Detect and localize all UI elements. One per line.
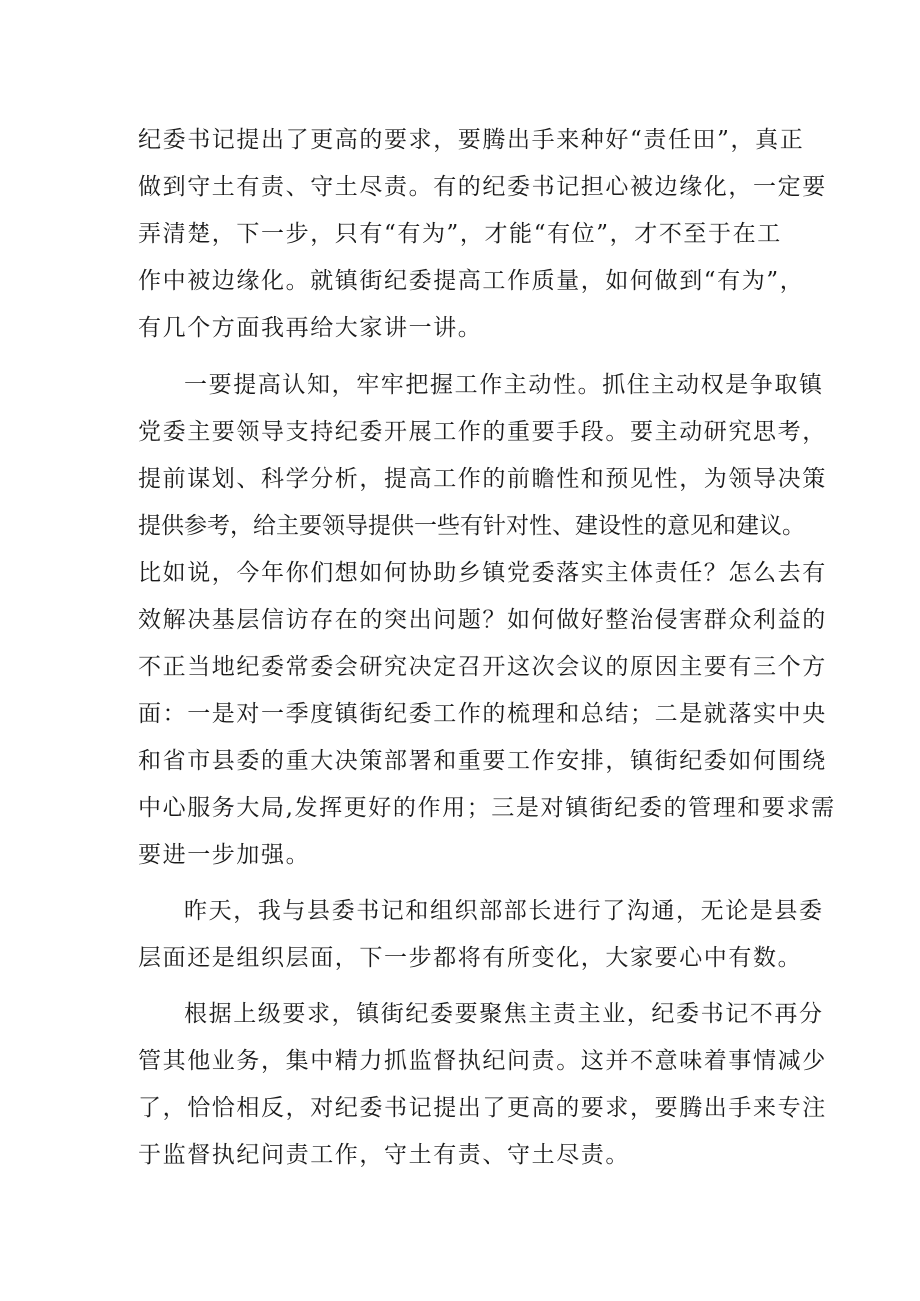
text-line: 提前谋划、科学分析，提高工作的前瞻性和预见性，为领导决策 (138, 466, 827, 492)
text-line: 面：一是对一季度镇街纪委工作的梳理和总结；二是就落实中央 (138, 701, 827, 727)
text-line: 中心服务大局,发挥更好的作用；三是对镇街纪委的管理和要求需 (138, 795, 836, 821)
text-line: 了，恰恰相反，对纪委书记提出了更高的要求，要腾出手来专注 (138, 1095, 827, 1121)
text-line: 管其他业务，集中精力抓监督执纪问责。这并不意味着事情减少 (138, 1048, 827, 1074)
text-line: 层面还是组织层面，下一步都将有所变化，大家要心中有数。 (138, 945, 803, 971)
text-line: 一要提高认知，牢牢把握工作主动性。抓住主动权是争取镇 (184, 372, 824, 398)
text-line: 党委主要领导支持纪委开展工作的重要手段。要主动研究思考， (138, 419, 827, 445)
text-line: 有几个方面我再给大家讲一讲。 (138, 315, 483, 341)
text-line: 根据上级要求，镇街纪委要聚焦主责主业，纪委书记不再分 (184, 1001, 824, 1027)
text-line: 效解决基层信访存在的突出问题？如何做好整治侵害群众利益的 (138, 607, 827, 633)
text-line: 做到守土有责、守土尽责。有的纪委书记担心被边缘化，一定要 (138, 174, 827, 200)
text-line: 弄清楚，下一步，只有“有为”，才能“有位”，才不至于在工 (138, 221, 782, 247)
text-line: 提供参考，给主要领导提供一些有针对性、建设性的意见和建议。 (138, 513, 805, 539)
text-line: 作中被边缘化。就镇街纪委提高工作质量，如何做到“有为”， (138, 268, 805, 294)
text-line: 于监督执纪问责工作，守土有责、守土尽责。 (138, 1142, 630, 1168)
text-line: 纪委书记提出了更高的要求，要腾出手来种好“责任田”，真正 (138, 127, 805, 153)
text-line: 不正当地纪委常委会研究决定召开这次会议的原因主要有三个方 (138, 654, 827, 680)
text-line: 昨天，我与县委书记和组织部部长进行了沟通，无论是县委 (184, 898, 824, 924)
text-line: 比如说，今年你们想如何协助乡镇党委落实主体责任？怎么去有 (138, 560, 827, 586)
text-line: 要进一步加强。 (138, 842, 311, 868)
text-line: 和省市县委的重大决策部署和重要工作安排，镇街纪委如何围绕 (138, 748, 827, 774)
